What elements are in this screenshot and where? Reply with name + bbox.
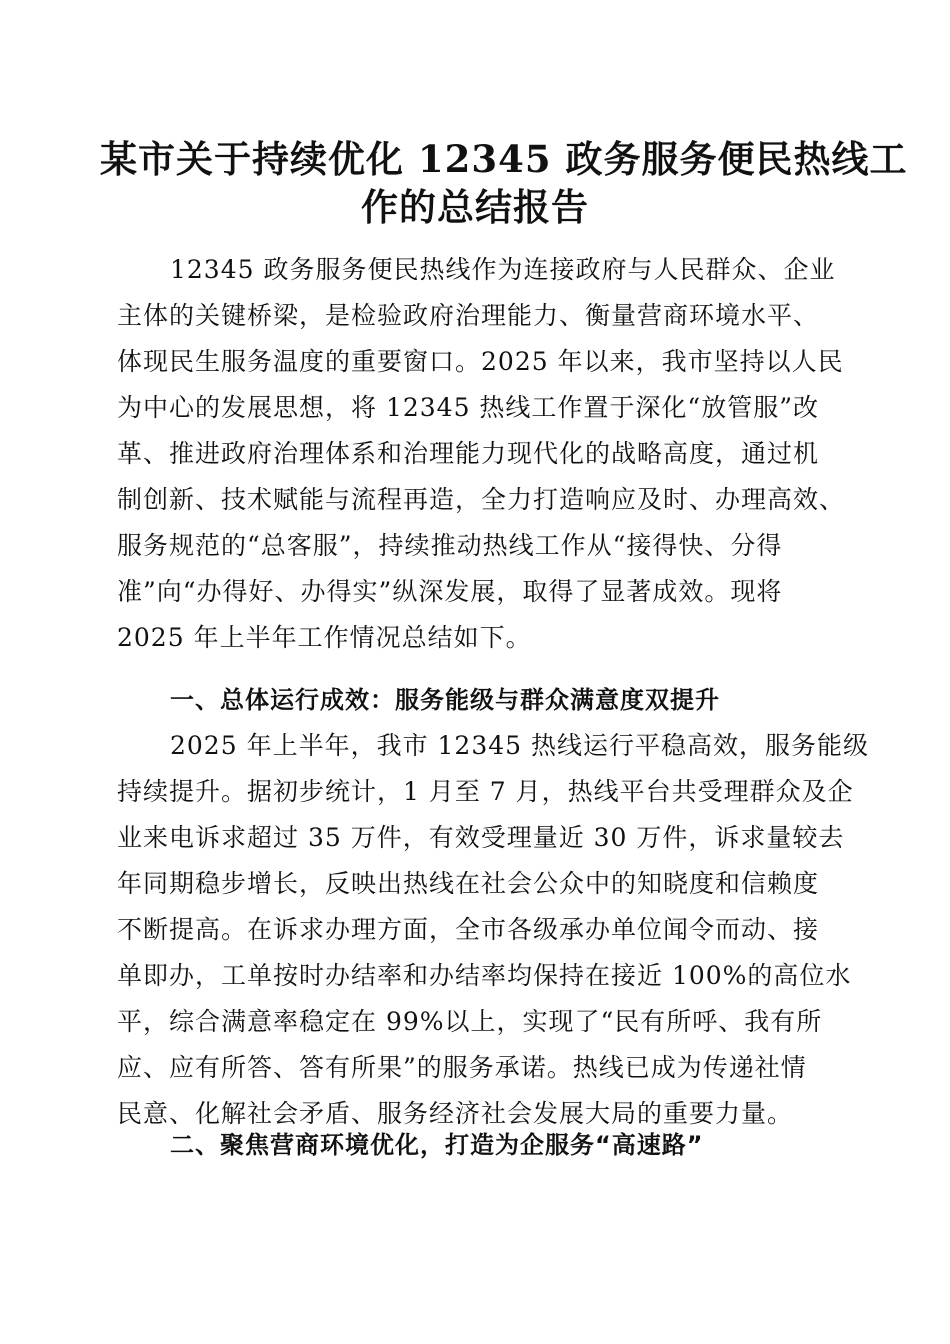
paragraph-line: 2025 年上半年，我市 12345 热线运行平稳高效，服务能级 [170, 731, 869, 760]
paragraph-line: 持续提升。据初步统计，1 月至 7 月，热线平台共受理群众及企 [117, 777, 854, 806]
paragraph-line: 不断提高。在诉求办理方面，全市各级承办单位闻令而动、接 [117, 915, 820, 944]
paragraph-line: 制创新、技术赋能与流程再造，全力打造响应及时、办理高效、 [117, 485, 846, 514]
paragraph-line: 年同期稳步增长，反映出热线在社会公众中的知晓度和信赖度 [117, 869, 820, 898]
section-1-paragraph [117, 723, 869, 1137]
paragraph-line: 2025 年上半年工作情况总结如下。 [117, 623, 532, 652]
paragraph-line: 平，综合满意率稳定在 99%以上，实现了“民有所呼、我有所 [117, 1007, 823, 1036]
paragraph-line: 民意、化解社会矛盾、服务经济社会发展大局的重要力量。 [117, 1099, 794, 1128]
paragraph-line: 单即办，工单按时办结率和办结率均保持在接近 100%的高位水 [117, 961, 852, 990]
paragraph-line: 12345 政务服务便民热线作为连接政府与人民群众、企业 [170, 255, 836, 284]
section-1-heading [117, 677, 837, 723]
intro-paragraph [117, 247, 846, 661]
paragraph-line: 业来电诉求超过 35 万件，有效受理量近 30 万件，诉求量较去 [117, 823, 845, 852]
paragraph-line: 准”向“办得好、办得实”纵深发展，取得了显著成效。现将 [117, 577, 783, 606]
title-line: 某市关于持续优化 12345 政务服务便民热线工 [100, 137, 908, 181]
section-heading: 一、总体运行成效：服务能级与群众满意度双提升 [170, 686, 720, 714]
section-2-heading [117, 1122, 837, 1168]
paragraph-line: 为中心的发展思想，将 12345 热线工作置于深化“放管服”改 [117, 393, 819, 422]
paragraph-line: 革、推进政府治理体系和治理能力现代化的战略高度，通过机 [117, 439, 820, 468]
paragraph-line: 应、应有所答、答有所果”的服务承诺。热线已成为传递社情 [117, 1053, 807, 1082]
document-title [100, 135, 908, 231]
paragraph-line: 服务规范的“总客服”，持续推动热线工作从“接得快、分得 [117, 531, 783, 560]
title-line: 作的总结报告 [361, 185, 589, 229]
section-heading: 二、聚焦营商环境优化，打造为企服务“高速路” [170, 1131, 704, 1159]
paragraph-line: 主体的关键桥梁，是检验政府治理能力、衡量营商环境水平、 [117, 301, 820, 330]
paragraph-line: 体现民生服务温度的重要窗口。2025 年以来，我市坚持以人民 [117, 347, 844, 376]
